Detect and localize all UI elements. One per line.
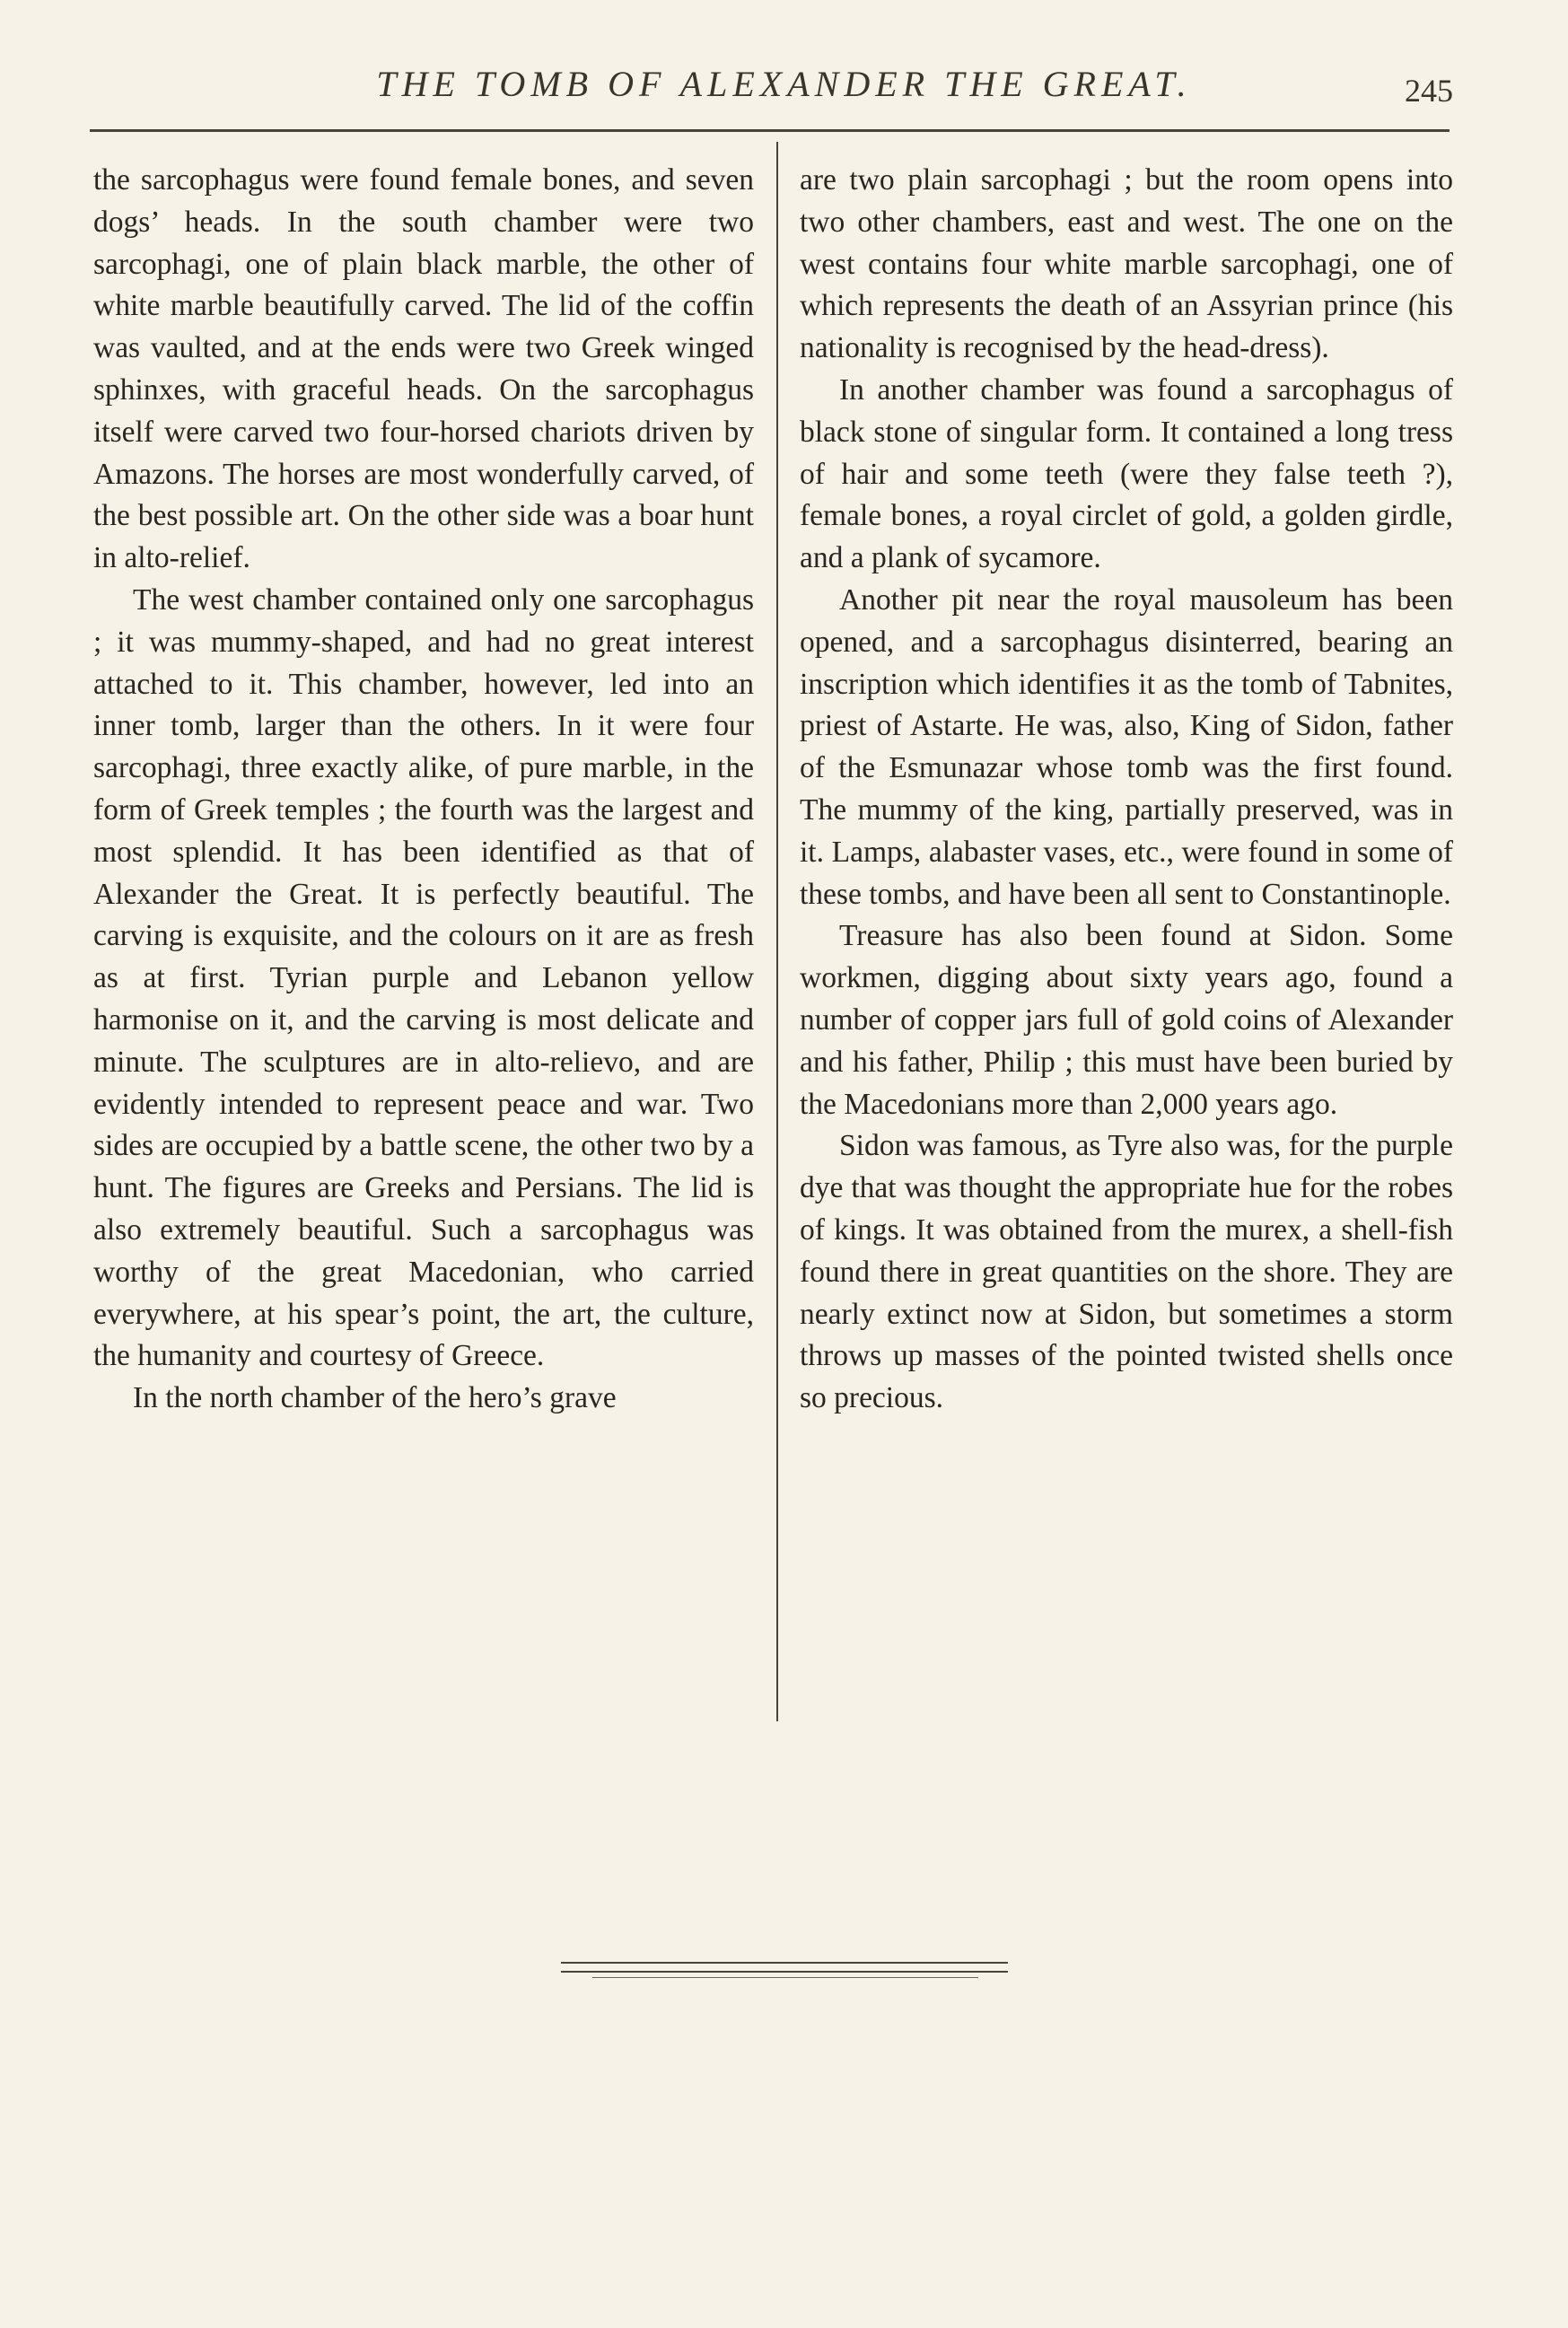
paragraph: are two plain sarcophagi ; but the room opens into two other chambers, east and west. The one on the west contains four white marble sarcophagi, one of which represents the death of an Assyrian prince (his nationality is recognised by the head-dress). <box>800 163 1453 365</box>
header-rule <box>90 129 1450 132</box>
right-column <box>800 160 1453 1420</box>
paragraph: Another pit near the royal mausoleum has been opened, and a sarcophagus disinterred, bearing an inscription which identifies it as the tomb of Tabnites, priest of Astarte. He was, also, King of Sidon, father of the Esmunazar whose tomb was the first found. The mummy of the king, partially preserved, was in it. Lamps, alabaster vases, etc., were found in some of these tombs, and have been all sent to Constantinople. <box>800 582 1453 911</box>
paragraph: Treasure has also been found at Sidon. Some workmen, digging about sixty years ago, found a number of copper jars full of gold coins of Alexander and his father, Philip ; this must have been buried by the Macedonians more than 2,000 years ago. <box>800 919 1453 1121</box>
paragraph: In another chamber was found a sarcophagus of black stone of singular form. It contained a long tress of hair and some teeth (were they false teeth ?), female bones, a royal circlet of gold, a golden girdle, and a plank of sycamore. <box>800 372 1453 575</box>
page-number: 245 <box>1405 73 1453 109</box>
paragraph: Sidon was famous, as Tyre also was, for the purple dye that was thought the appropriate hue for the robes of kings. It was obtained from the murex, a shell-fish found there in great quantities on the shore. They are nearly extinct now at Sidon, but sometimes a storm throws up masses of the pointed twisted shells once so precious. <box>800 1129 1453 1415</box>
end-rule <box>561 1971 1008 1973</box>
paragraph: The west chamber contained only one sarcophagus ; it was mummy-shaped, and had no great interest attached to it. This chamber, however, led into an inner tomb, larger than the others. In it were four sarcophagi, three exactly alike, of pure marble, in the form of Greek temples ; the fourth was the largest and most splendid. It has been identified as that of Alexander the Great. It is perfectly beautiful. The carving is exquisite, and the colours on it are as fresh as at first. Tyrian purple and Lebanon yellow harmonise on it, and the carving is most delicate and minute. The sculptures are in alto-relievo, and are evidently intended to represent peace and war. Two sides are occupied by a battle scene, the other two by a hunt. The figures are Greeks and Persians. The lid is also extremely beautiful. Such a sarcophagus was worthy of the great Macedonian, who carried everywhere, at his spear’s point, the art, the culture, the humanity and courtesy of Greece. <box>93 582 754 1373</box>
left-column <box>93 160 754 1420</box>
column-divider <box>776 142 778 1721</box>
paragraph: In the north chamber of the hero’s grave <box>133 1381 617 1415</box>
running-header-title: THE TOMB OF ALEXANDER THE GREAT. <box>376 64 1192 104</box>
end-rule <box>561 1962 1008 1964</box>
end-rule <box>592 1977 978 1978</box>
paragraph: the sarcophagus were found female bones, and seven dogs’ heads. In the south chamber were two sarcophagi, one of plain black marble, the other of white marble beautifully carved. The lid of the coffin was vaulted, and at the ends were two Greek winged sphinxes, with graceful heads. On the sarcophagus itself were carved two four-horsed chariots driven by Amazons. The horses are most wonderfully carved, of the best possible art. On the other side was a boar hunt in alto-relief. <box>93 163 754 575</box>
